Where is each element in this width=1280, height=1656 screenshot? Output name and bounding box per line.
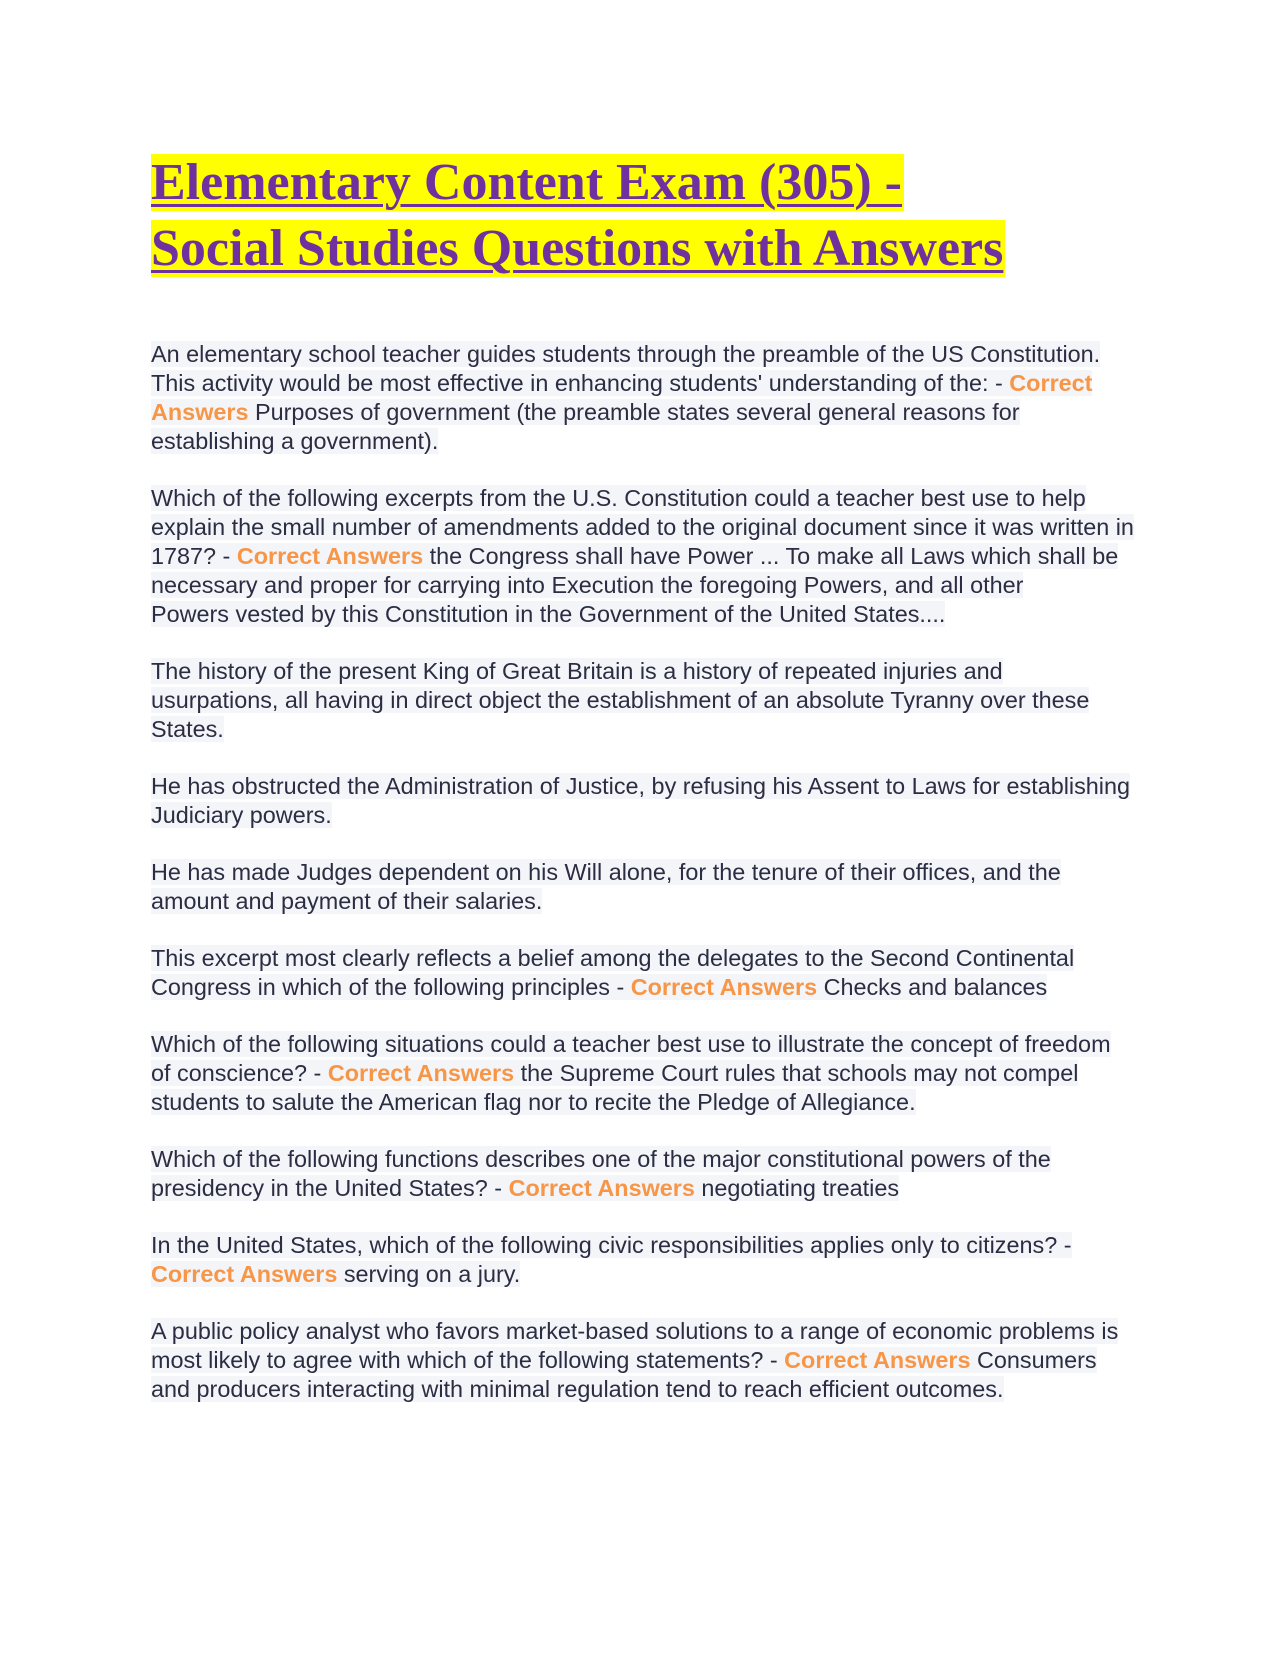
excerpt-paragraph: [151, 772, 1136, 830]
answer-label: Correct Answers: [327, 1060, 515, 1086]
excerpt-text: The history of the present King of Great Britain is a history of repeated injuries and usurpations, all having in direct object the establishment of an absolute Tyranny over these States.: [151, 658, 1090, 742]
document-title: [151, 150, 1136, 282]
answer-label: Correct Answers: [630, 974, 818, 1000]
qa-item: [151, 944, 1136, 1002]
question-text: An elementary school teacher guides students through the preamble of the US Constitution. This activity would be most effective in enhancing students' understanding of the: -: [151, 341, 1101, 396]
answer-text: serving on a jury.: [337, 1261, 521, 1287]
answer-label: Correct Answers: [151, 370, 1093, 425]
qa-item: [151, 1030, 1136, 1117]
excerpt-text: He has obstructed the Administration of Justice, by refusing his Assent to Laws for establishing Judiciary powers.: [151, 773, 1131, 828]
question-text: Which of the following functions describes one of the major constitutional powers of the presidency in the United States? -: [151, 1146, 1051, 1201]
answer-label: Correct Answers: [236, 543, 424, 569]
qa-item: [151, 340, 1136, 456]
question-text: Which of the following excerpts from the U.S. Constitution could a teacher best use to help explain the small number of amendments added to the original document since it was written in 1787? -: [151, 485, 1134, 569]
answer-text: Checks and balances: [817, 974, 1048, 1000]
answer-label: Correct Answers: [784, 1347, 971, 1373]
qa-item: [151, 1317, 1136, 1404]
excerpt-paragraph: [151, 858, 1136, 916]
question-text: A public policy analyst who favors market-based solutions to a range of economic problems is most likely to agree with which of the following statements? -: [151, 1318, 1119, 1373]
document-page: [151, 150, 1136, 1432]
answer-text-continued: Powers vested by this Constitution in the Government of the United States....: [151, 601, 946, 627]
question-text: Which of the following situations could a teacher best use to illustrate the concept of freedom of conscience? -: [151, 1031, 1111, 1086]
answer-text: Purposes of government (the preamble states several general reasons for establishing a government).: [151, 399, 1020, 454]
excerpt-text: He has made Judges dependent on his Will alone, for the tenure of their offices, and the amount and payment of their salaries.: [151, 859, 1061, 914]
answer-text: Consumers and producers interacting with minimal regulation tend to reach efficient outcomes.: [151, 1347, 1097, 1402]
answer-label: Correct Answers: [508, 1175, 695, 1201]
title-line-1: Elementary Content Exam (305) -: [151, 154, 902, 211]
qa-item: [151, 484, 1136, 629]
title-line-2: Social Studies Questions with Answers: [151, 220, 1004, 277]
question-text: In the United States, which of the following civic responsibilities applies only to citizens? -: [151, 1232, 1072, 1258]
qa-item: [151, 1231, 1136, 1289]
answer-text: the Supreme Court rules that schools may not compel students to salute the American flag nor to recite the Pledge of Allegiance.: [151, 1060, 1079, 1115]
qa-item: [151, 1145, 1136, 1203]
excerpt-paragraph: [151, 657, 1136, 744]
answer-text: the Congress shall have Power ... To make all Laws which shall be necessary and proper for carrying into Execution the foregoing Powers, and all other: [151, 543, 1119, 598]
question-text: This excerpt most clearly reflects a belief among the delegates to the Second Continental Congress in which of the following principles -: [151, 945, 1075, 1000]
answer-label: Correct Answers: [151, 1261, 338, 1287]
answer-text: negotiating treaties: [694, 1175, 900, 1201]
